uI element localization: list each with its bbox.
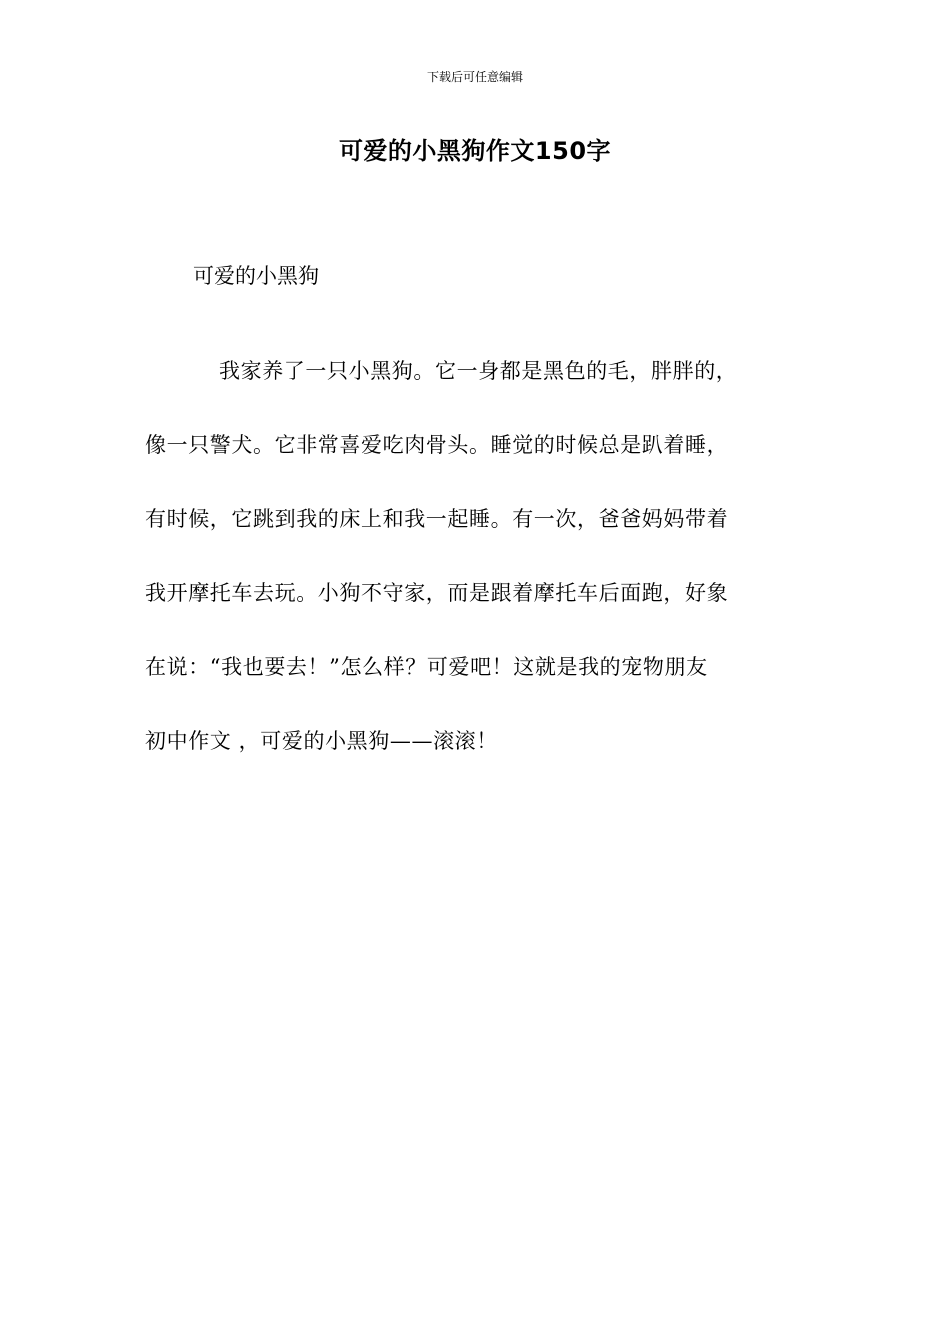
essay-subtitle: 可爱的小黑狗 [193,264,319,288]
essay-line: 在说：“我也要去！”怎么样？可爱吧！这就是我的宠物朋友 [145,655,708,679]
essay-line: 像一只警犬。它非常喜爱吃肉骨头。睡觉的时候总是趴着睡， [145,433,729,457]
essay-line: 我开摩托车去玩。小狗不守家，而是跟着摩托车后面跑，好象 [145,581,729,605]
header-note: 下载后可任意编辑 [426,70,523,84]
essay-line: 我家养了一只小黑狗。它一身都是黑色的毛，胖胖的， [219,359,738,383]
essay-line: 初中作文 ，可爱的小黑狗——滚滚！ [145,729,498,753]
essay-line: 有时候，它跳到我的床上和我一起睡。有一次，爸爸妈妈带着 [145,507,729,531]
document-title: 可爱的小黑狗作文150字 [338,137,612,165]
essay-body [145,334,807,778]
